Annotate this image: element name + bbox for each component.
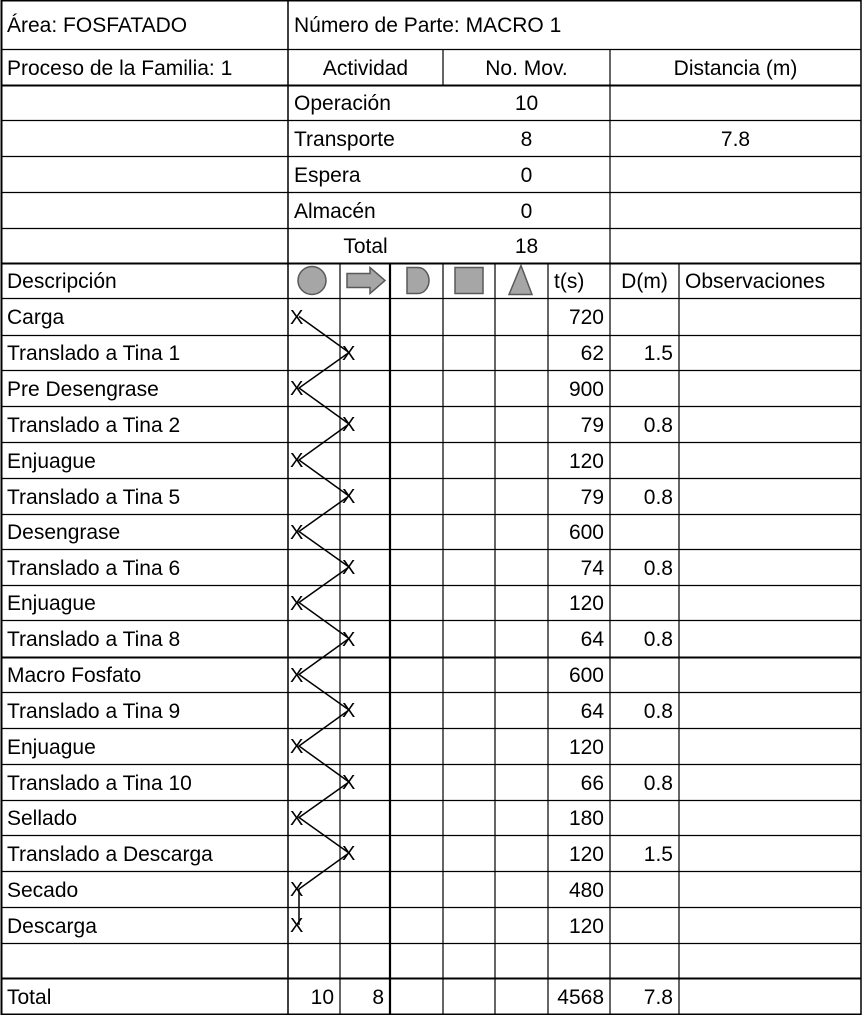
operation-mark: X [290,807,304,830]
step-distance: 0.8 [643,556,673,580]
transport-mark: X [342,628,356,651]
operation-mark: X [290,736,304,758]
step-distance [610,586,679,621]
summary-moves: 10 [514,92,539,115]
step-description: Descarga [7,914,97,938]
transport-mark [340,729,390,765]
step-distance [610,371,679,407]
operation-mark: X [290,592,304,615]
summary-moves: 18 [514,235,539,258]
transport-mark: X [342,342,356,365]
step-distance: 0.8 [643,485,673,509]
summary-moves: 8 [520,127,533,151]
distance-m-column-header: D(m) [621,270,668,293]
step-time: 74 [580,556,604,580]
step-description: Pre Desengrase [7,377,159,401]
step-time: 64 [580,628,604,651]
transport-mark [340,658,390,693]
transport-mark [340,299,390,336]
distance-column-header: Distancia (m) [673,56,798,80]
step-distance: 0.8 [643,628,673,651]
step-distance [610,299,679,336]
step-time: 79 [580,485,604,509]
operation-mark [288,336,340,371]
step-distance [610,729,679,765]
step-distance [610,515,679,550]
totals-time: 4568 [557,985,604,1009]
transport-mark [340,908,390,944]
totals-transports: 8 [372,985,384,1009]
totals-label: Total [7,985,52,1009]
step-time: 66 [580,771,604,795]
operation-mark: X [290,879,304,901]
step-time: 120 [568,735,604,759]
step-description: Translado a Tina 5 [7,485,181,509]
step-time: 180 [568,807,604,830]
part-number-label: Número de Parte: MACRO 1 [294,14,562,37]
transport-mark [340,371,390,407]
operation-mark: X [290,378,304,400]
transport-mark: X [342,486,356,508]
step-distance: 1.5 [643,342,673,365]
step-distance [610,801,679,836]
operation-circle-icon [298,267,326,295]
step-distance: 1.5 [643,842,673,866]
summary-moves: 0 [520,199,533,223]
step-time: 120 [568,449,604,473]
activity-column-header: Actividad [322,56,409,80]
transport-mark [340,515,390,550]
step-distance: 0.8 [643,771,673,795]
summary-activity: Almacén [294,199,376,223]
storage-square-icon [455,268,483,294]
summary-activity: Espera [294,163,361,187]
summary-activity: Transporte [294,127,395,151]
step-time: 600 [568,521,604,544]
step-description: Enjuague [7,735,96,759]
summary-distance [610,157,861,193]
step-time: 600 [568,664,604,687]
step-time: 62 [580,342,604,365]
summary-moves: 0 [520,163,533,187]
operation-mark [288,836,340,872]
step-description: Carga [7,306,65,329]
operation-mark: X [290,306,304,329]
step-time: 64 [580,699,604,723]
transport-mark [340,443,390,479]
step-description [1,944,288,979]
operation-mark [288,550,340,586]
transport-mark: X [342,557,356,579]
delay-d-icon [407,268,429,294]
step-description: Macro Fosfato [7,664,142,687]
step-description: Translado a Descarga [7,842,213,866]
step-description: Translado a Tina 10 [7,771,192,795]
operation-mark [288,765,340,801]
step-description: Enjuague [7,449,96,473]
step-description: Translado a Tina 2 [7,413,181,437]
process-family-label: Proceso de la Familia: 1 [7,56,233,80]
summary-distance: 7.8 [720,127,751,151]
summary-activity: Total [343,235,388,258]
step-distance [610,443,679,479]
step-distance [610,908,679,944]
step-description: Translado a Tina 8 [7,628,181,651]
step-description: Translado a Tina 1 [7,342,181,365]
observations-column-header: Observaciones [685,270,826,293]
step-description: Translado a Tina 6 [7,556,181,580]
step-description: Desengrase [7,521,121,544]
time-column-header: t(s) [554,270,585,293]
step-distance [610,944,679,979]
operation-mark: X [290,664,304,687]
step-description: Enjuague [7,592,96,615]
step-distance [610,658,679,693]
transport-mark [340,944,390,979]
step-time: 120 [568,842,604,866]
transport-mark [340,872,390,908]
inspection-triangle-icon [509,266,532,295]
summary-distance [610,86,861,121]
operation-mark [288,621,340,658]
step-time: 480 [568,878,604,902]
step-time [548,944,610,979]
operation-mark [288,479,340,515]
step-distance [610,872,679,908]
transport-mark: X [342,772,356,794]
step-description: Translado a Tina 9 [7,699,181,723]
step-description: Sellado [7,807,78,830]
transport-mark: X [342,700,356,722]
operation-mark [288,693,340,729]
area-label: Área: FOSFATADO [7,14,188,37]
description-column-header: Descripción [7,270,117,293]
summary-distance [610,229,861,264]
transport-arrow-icon [347,268,385,294]
step-description: Secado [7,878,79,902]
step-distance: 0.8 [643,413,673,437]
step-time: 900 [568,377,604,401]
summary-distance [610,193,861,229]
step-time: 79 [580,413,604,437]
operation-mark: X [290,915,304,937]
totals-distance: 7.8 [643,985,673,1009]
transport-mark: X [342,414,356,436]
transport-mark: X [342,843,356,865]
step-distance: 0.8 [643,699,673,723]
step-time: 120 [568,914,604,938]
summary-activity: Operación [294,92,391,115]
step-time: 720 [568,306,604,329]
operation-mark: X [290,450,304,472]
moves-column-header: No. Mov. [485,56,568,80]
operation-mark: X [290,521,304,544]
transport-mark [340,801,390,836]
transport-mark [340,586,390,621]
step-time: 120 [568,592,604,615]
operation-mark [288,407,340,443]
operation-mark [288,944,340,979]
totals-operations: 10 [310,985,334,1009]
